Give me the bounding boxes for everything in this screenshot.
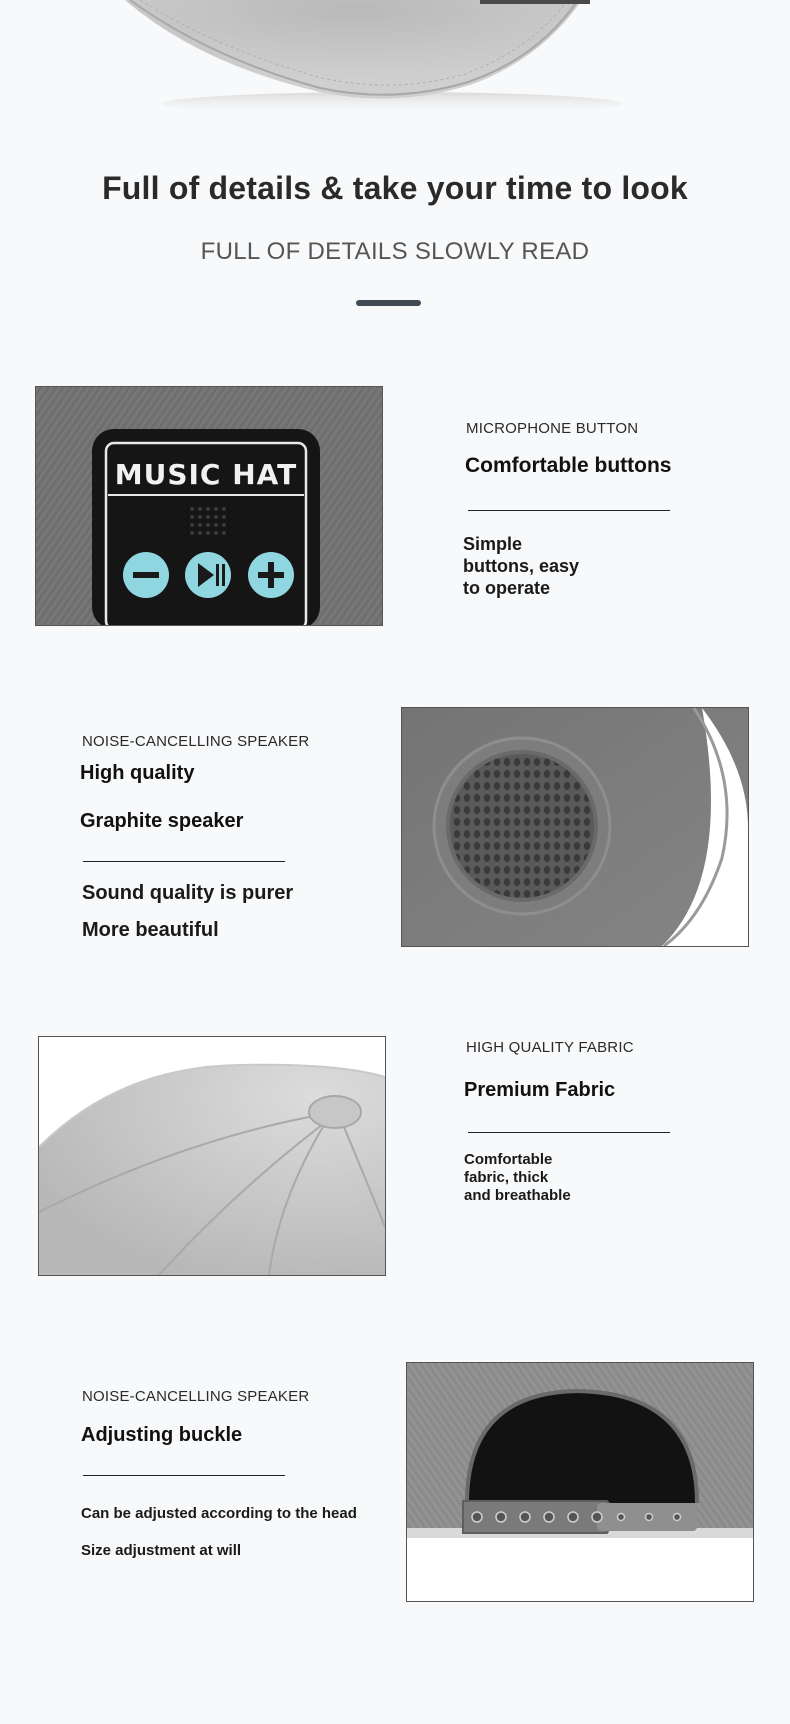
feature-3-divider	[468, 1132, 670, 1133]
feature-1-divider	[468, 510, 670, 511]
feature-2-kicker: NOISE-CANCELLING SPEAKER	[82, 733, 310, 750]
feature-1-heading: Comfortable buttons	[465, 454, 672, 477]
feature-3-kicker: HIGH QUALITY FABRIC	[466, 1039, 634, 1056]
title-divider	[356, 300, 421, 306]
feature-2-divider	[83, 861, 285, 862]
feature-1-description: Simple buttons, easy to operate	[463, 534, 580, 598]
feature-image-music-patch	[35, 386, 383, 626]
feature-3-description: Comfortable fabric, thick and breathable	[464, 1151, 571, 1204]
feature-4-kicker: NOISE-CANCELLING SPEAKER	[82, 1388, 310, 1405]
page-title: Full of details & take your time to look	[102, 170, 688, 206]
feature-1-kicker: MICROPHONE BUTTON	[466, 420, 639, 437]
feature-image-speaker	[401, 707, 749, 947]
feature-image-buckle	[406, 1362, 754, 1602]
feature-4-heading: Adjusting buckle	[81, 1424, 243, 1446]
hat-brim-image	[0, 0, 790, 120]
feature-3-heading: Premium Fabric	[464, 1079, 616, 1101]
patch-label: MUSIC HAT	[114, 458, 298, 491]
plus-icon	[248, 552, 294, 598]
feature-2-description: Sound quality is purer More beautiful	[82, 882, 294, 941]
feature-2-heading: High quality Graphite speaker	[80, 762, 244, 832]
page-subtitle: FULL OF DETAILS SLOWLY READ	[200, 238, 590, 265]
minus-icon	[123, 552, 169, 598]
play-pause-icon	[185, 552, 231, 598]
feature-4-description: Can be adjusted according to the head Size adjustment at will	[81, 1505, 357, 1559]
feature-4-divider	[83, 1475, 285, 1476]
feature-image-fabric	[38, 1036, 386, 1276]
